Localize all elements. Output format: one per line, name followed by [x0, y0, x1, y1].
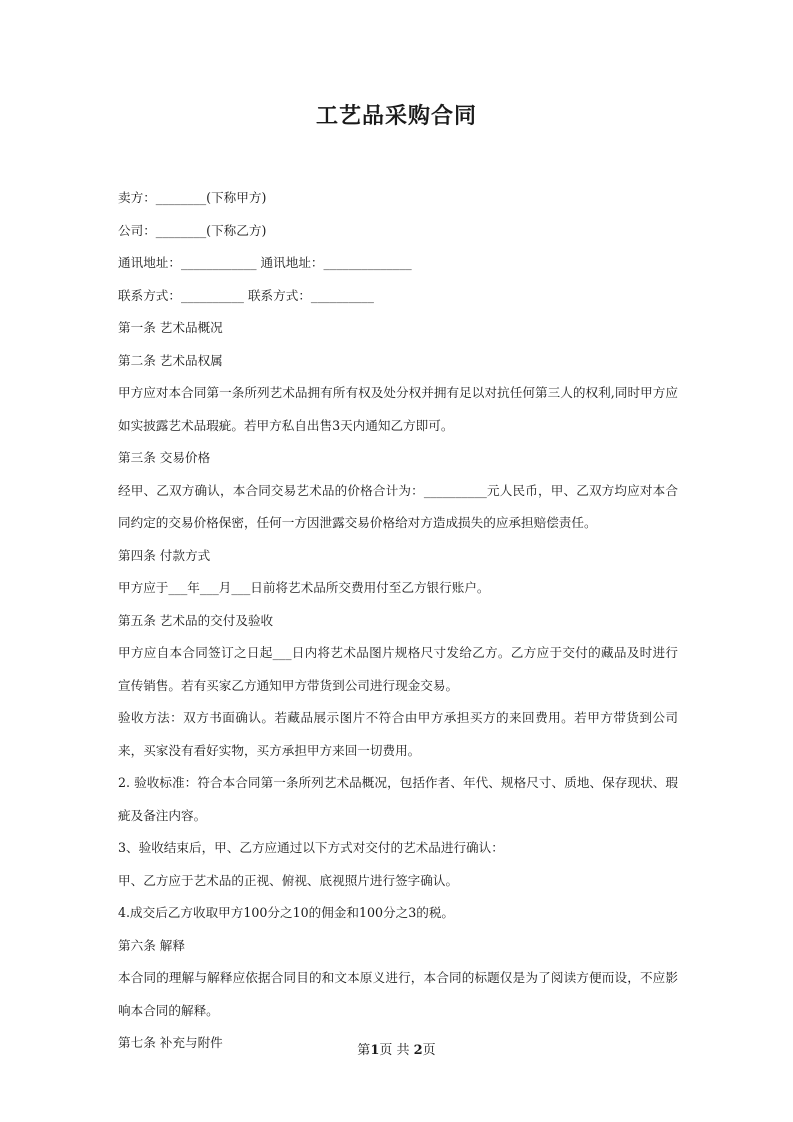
current-page-number: 1 — [370, 1043, 380, 1058]
company-line: 公司：________(下称乙方) — [118, 222, 267, 238]
commission-clause: 4.成交后乙方收取甲方100分之10的佣金和100分之3的税。 — [118, 905, 455, 920]
article-5-heading: 第五条 艺术品的交付及验收 — [118, 612, 274, 628]
article-2-heading: 第二条 艺术品权属 — [118, 352, 223, 368]
photo-confirmation: 甲、乙方应于艺术品的正视、俯视、底视照片进行签字确认。 — [118, 872, 459, 888]
article-3-heading: 第三条 交易价格 — [118, 450, 211, 465]
article-3-text: 经甲、乙双方确认，本合同交易艺术品的价格合计为：__________元人民币，甲、乙双方均应对本合同约定的交易价格保密，任何一方因泄露交易价格给对方造成损失的应承担赔偿责任。 — [118, 482, 678, 530]
article-5-text: 甲方应自本合同签订之日起___日内将艺术品图片规格尺寸发给乙方。乙方应于交付的藏品及时进行宣传销售。若有买家乙方通知甲方带货到公司进行现金交易。 — [118, 645, 678, 693]
document-title: 工艺品采购合同 — [315, 103, 477, 129]
footer-middle: 页 共 — [379, 1043, 414, 1058]
article-6-heading: 第六条 解释 — [118, 937, 185, 953]
acceptance-confirmation: 3、验收结束后，甲、乙方应通过以下方式对交付的艺术品进行确认： — [118, 840, 504, 855]
footer-suffix: 页 — [422, 1043, 436, 1058]
acceptance-method: 验收方法：双方书面确认。若藏品展示图片不符合由甲方承担买方的来回费用。若甲方带货到公司来，买家没有看好实物，买方承担甲方来回一切费用。 — [118, 710, 678, 758]
article-4-text: 甲方应于___年___月___日前将艺术品所交费用付至乙方银行账户。 — [118, 580, 490, 595]
page-number-footer — [0, 1040, 793, 1062]
article-1-heading: 第一条 艺术品概况 — [118, 320, 223, 335]
article-7-heading: 第七条 补充与附件 — [118, 1035, 223, 1050]
address-line: 通讯地址：____________ 通讯地址：______________ — [118, 255, 412, 270]
document-body — [118, 182, 678, 1060]
total-page-number: 2 — [413, 1043, 423, 1058]
acceptance-standard: 2. 验收标准：符合本合同第一条所列艺术品概况，包括作者、年代、规格尺寸、质地、保存现状、瑕疵及备注内容。 — [118, 775, 678, 823]
article-4-heading: 第四条 付款方式 — [118, 547, 211, 563]
article-2-text: 甲方应对本合同第一条所列艺术品拥有所有权及处分权并拥有足以对抗任何第三人的权利,同时甲方应如实披露艺术品瑕疵。若甲方私自出售3天内通知乙方即可。 — [118, 385, 678, 433]
footer-prefix: 第 — [357, 1043, 371, 1058]
contact-line: 联系方式：__________ 联系方式：__________ — [118, 287, 374, 303]
seller-line: 卖方：________(下称甲方) — [118, 190, 267, 205]
article-6-text: 本合同的理解与解释应依据合同目的和文本原义进行，本合同的标题仅是为了阅读方便而设，不应影响本合同的解释。 — [118, 970, 678, 1018]
